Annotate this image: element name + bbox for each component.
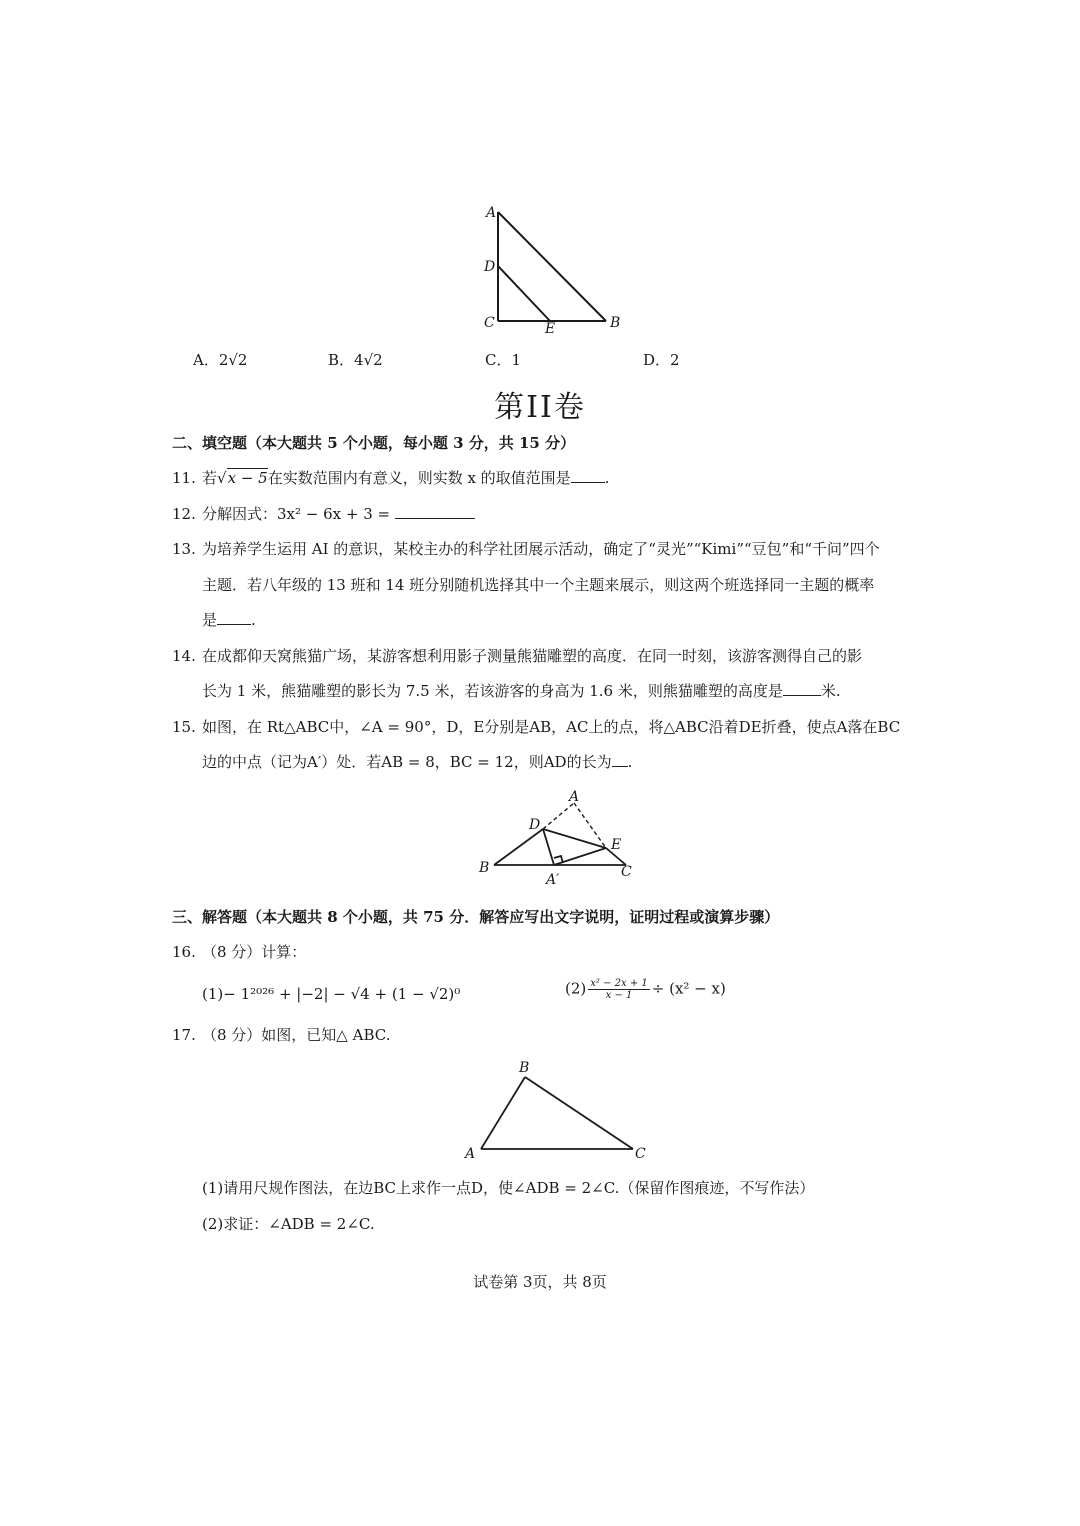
- q14-answer-blank[interactable]: [783, 681, 821, 696]
- q17-label-b: B: [519, 1060, 530, 1076]
- q15-label-b: B: [479, 860, 490, 876]
- q10-figure: [478, 200, 628, 340]
- q11-number: 11.: [172, 469, 196, 487]
- q13-number: 13.: [172, 540, 196, 558]
- q16-part2-rest: ÷ (x² − x): [651, 979, 726, 998]
- q11-radicand: x − 5: [227, 469, 268, 487]
- q10-label-d: D: [484, 259, 496, 275]
- q15-line1: 如图，在 Rt△ABC中，∠A = 90°，D，E分别是AB，AC上的点，将△ABC沿着DE折叠，使点A落在BC: [202, 718, 901, 736]
- q10-option-d: D．2: [643, 351, 680, 369]
- q16-number: 16.: [172, 943, 196, 961]
- question-13-line3: [202, 610, 256, 630]
- q15-line2-pre: 边的中点（记为A′）处．若AB = 8，BC = 12，则AD的长为: [202, 753, 612, 771]
- q11-answer-blank[interactable]: [571, 468, 605, 483]
- q10-label-b: B: [610, 315, 621, 331]
- question-12: [172, 504, 475, 524]
- q13-answer-blank[interactable]: [217, 610, 251, 625]
- q16-fraction-numerator: x² − 2x + 1: [590, 978, 648, 989]
- question-16: [172, 942, 306, 962]
- q15-label-a-prime: A′: [546, 872, 560, 888]
- q16-part2: [565, 978, 726, 1001]
- q10-option-a: A．2√2: [193, 351, 248, 369]
- q13-line3-end: .: [251, 611, 256, 629]
- q17-label-a: A: [465, 1146, 476, 1162]
- section3-title: 三、解答题（本大题共 8 个小题，共 75 分．解答应写出文字说明，证明过程或演算步骤）: [172, 908, 780, 926]
- question-13-line2: 主题．若八年级的 13 班和 14 班分别随机选择其中一个主题来展示，则这两个班选择同一主题的概率: [202, 576, 875, 594]
- q16-part2-label: (2): [565, 979, 587, 998]
- q14-line2-pre: 长为 1 米，熊猫雕塑的影长为 7.5 米，若该游客的身高为 1.6 米，则熊猫雕塑的高度是: [202, 682, 783, 700]
- q14-line2-end: 米.: [820, 682, 841, 700]
- q11-post: 在实数范围内有意义，则实数 x 的取值范围是: [267, 469, 571, 487]
- q10-option-c: C．1: [485, 351, 522, 369]
- q15-label-e: E: [611, 837, 622, 853]
- q17-number: 17.: [172, 1026, 196, 1044]
- q12-number: 12.: [172, 505, 196, 523]
- q16-fraction-denominator: x − 1: [605, 990, 633, 1001]
- question-11: 11. 若√x − 5在实数范围内有意义，则实数 x 的取值范围是 .: [172, 469, 610, 487]
- volume-title: 第II卷: [494, 390, 586, 425]
- q17-part2: (2)求证：∠ADB = 2∠C.: [202, 1215, 375, 1233]
- q16-head: （8 分）计算：: [202, 943, 307, 961]
- q14-line1: 在成都仰天窝熊猫广场，某游客想利用影子测量熊猫雕塑的高度．在同一时刻，该游客测得自己的影: [202, 647, 863, 665]
- q15-label-d: D: [529, 817, 541, 833]
- q16-part1: (1)− 1²⁰²⁶ + |−2| − √4 + (1 − √2)⁰: [202, 985, 461, 1003]
- q14-number: 14.: [172, 647, 196, 665]
- q17-label-c: C: [635, 1146, 646, 1162]
- q10-option-b: B．4√2: [328, 351, 383, 369]
- page-footer: 试卷第 3页，共 8页: [473, 1273, 607, 1291]
- q15-line2-end: .: [627, 753, 633, 771]
- question-15-line2: [202, 752, 632, 772]
- q12-text: 分解因式：3x² − 6x + 3 =: [202, 505, 391, 523]
- q11-pre: 若: [202, 469, 218, 487]
- question-15-line1: [172, 717, 900, 737]
- q13-line1: 为培养学生运用 AI 的意识，某校主办的科学社团展示活动，确定了“灵光”“Kimi”“豆包”和“千问”四个: [202, 540, 880, 558]
- q12-answer-blank[interactable]: [395, 504, 475, 519]
- q17-part1: (1)请用尺规作图法，在边BC上求作一点D，使∠ADB = 2∠C.（保留作图痕迹，不写作法）: [202, 1179, 815, 1197]
- q15-figure: [470, 785, 640, 890]
- q11-end: .: [604, 469, 610, 487]
- question-14-line1: [172, 646, 862, 666]
- question-17: [172, 1025, 390, 1045]
- q16-fraction: [588, 978, 650, 1001]
- question-13-line1: [172, 539, 880, 559]
- q10-label-a: A: [486, 205, 497, 221]
- q15-label-c: C: [621, 864, 632, 880]
- q10-label-e: E: [545, 321, 556, 337]
- q15-label-a: A: [569, 789, 580, 805]
- q13-line3-pre: 是: [202, 611, 218, 629]
- q17-figure: [455, 1052, 655, 1167]
- section2-title: 二、填空题（本大题共 5 个小题，每小题 3 分，共 15 分）: [172, 434, 576, 452]
- q17-head: （8 分）如图，已知△ ABC.: [202, 1026, 391, 1044]
- q10-label-c: C: [484, 315, 495, 331]
- question-14-line2: [202, 681, 841, 701]
- q15-answer-blank[interactable]: [612, 752, 628, 767]
- q15-number: 15.: [172, 718, 196, 736]
